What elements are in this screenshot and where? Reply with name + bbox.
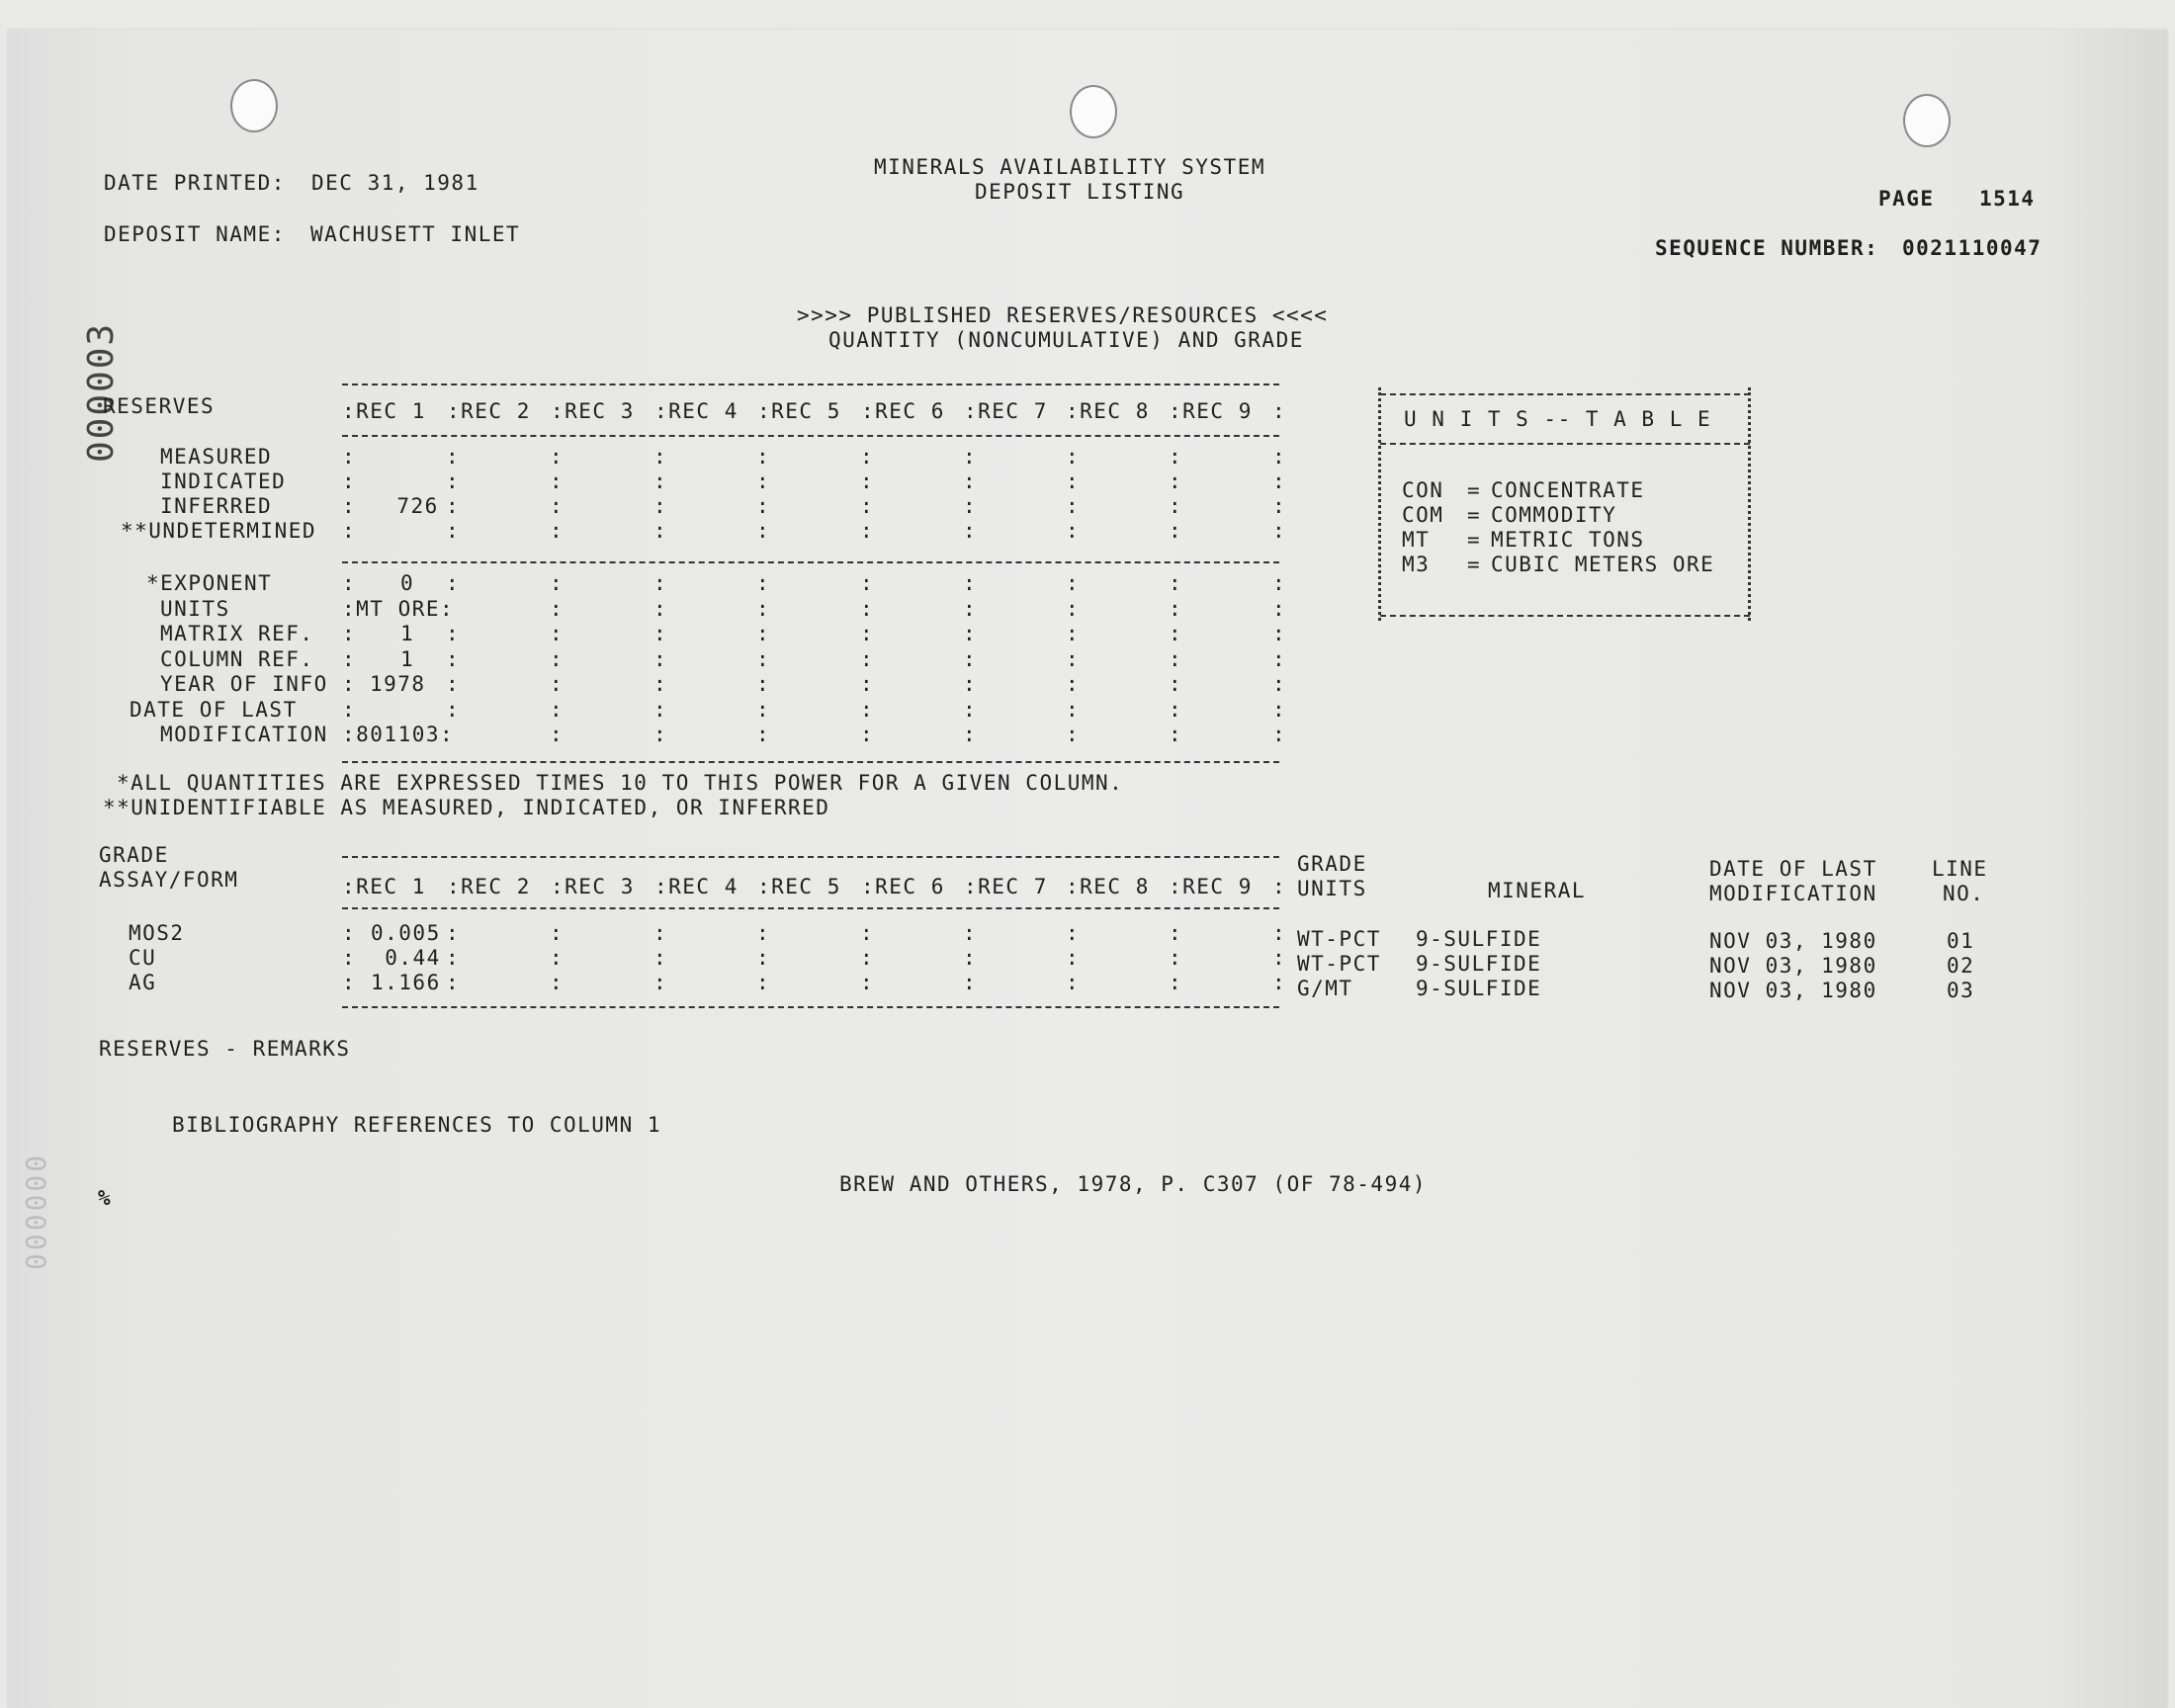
grade-header-rule (342, 907, 1279, 909)
meta-row-separator: : (756, 646, 771, 671)
meta-row-separator: : (1169, 571, 1183, 595)
meta-row-separator: : (1272, 622, 1287, 645)
meta-row-separator: : (860, 571, 875, 595)
grade-row-separator: : (653, 946, 668, 970)
grade-row-mineral: 9-SULFIDE (1416, 952, 1542, 976)
punch-hole-left (230, 79, 278, 132)
section-title: >>>> PUBLISHED RESERVES/RESOURCES <<<< (797, 303, 1329, 327)
unit-code: M3 (1402, 553, 1431, 576)
column-header-end-colon: : (1272, 875, 1287, 898)
reserve-row-separator: : (963, 445, 978, 469)
meta-row-value: 1 (400, 646, 415, 671)
units-table-left-edge (1378, 387, 1381, 621)
meta-row-label: UNITS (160, 596, 230, 621)
reserve-row-colon: : (342, 494, 357, 518)
meta-row-separator: : (756, 723, 771, 746)
reserve-row-rec1-colon: : (446, 470, 461, 493)
reserve-row-separator: : (653, 494, 668, 518)
grade-row-units: G/MT (1297, 977, 1353, 1000)
meta-row-separator: : (1272, 697, 1287, 722)
meta-row-separator: : (1169, 723, 1183, 746)
reserve-row-label: **UNDETERMINED (121, 519, 317, 543)
meta-row-rec1-colon: : (446, 697, 461, 722)
meta-row-separator: : (1272, 723, 1287, 746)
grade-row-separator: : (1169, 921, 1183, 945)
punch-hole-right (1903, 94, 1951, 147)
assay-form-heading: ASSAY/FORM (99, 868, 239, 892)
reserve-row-separator: : (550, 494, 565, 518)
column-header-1: :REC 1 (342, 875, 426, 898)
reserve-row-separator: : (1272, 470, 1287, 493)
meta-row-value: :801103: (342, 723, 455, 746)
meta-row-colon: : (342, 646, 357, 671)
reserve-row-colon: : (342, 470, 357, 493)
meta-row-separator: : (550, 622, 565, 645)
unit-meaning: CUBIC METERS ORE (1491, 553, 1715, 576)
grade-row-assay: AG (129, 971, 157, 994)
reserve-row-separator: : (1169, 494, 1183, 518)
reserve-row-separator: : (860, 470, 875, 493)
column-header-5: :REC 5 (757, 399, 841, 423)
grade-row-separator: : (653, 971, 668, 994)
column-header-3: :REC 3 (551, 875, 635, 898)
column-header-6: :REC 6 (861, 399, 945, 423)
grade-row-separator: : (963, 946, 978, 970)
meta-row-separator: : (653, 646, 668, 671)
meta-row-rec1-colon: : (446, 672, 461, 696)
grade-row-separator: : (1169, 946, 1183, 970)
meta-row-separator: : (860, 697, 875, 722)
grade-row-separator: : (756, 921, 771, 945)
reserve-row-colon: : (342, 519, 357, 543)
grade-row-separator: : (653, 921, 668, 945)
reserve-row-separator: : (963, 494, 978, 518)
meta-row-label: *EXPONENT (146, 571, 273, 595)
reserves-top-rule (342, 384, 1279, 385)
meta-row-separator: : (1169, 596, 1183, 621)
grade-row-separator: : (860, 946, 875, 970)
grade-row-separator: : (963, 971, 978, 994)
remarks-heading: RESERVES - REMARKS (99, 1037, 351, 1061)
meta-row-separator: : (963, 571, 978, 595)
column-header-3: :REC 3 (551, 399, 635, 423)
reserve-row-label: INDICATED (160, 470, 287, 493)
sequence-label: SEQUENCE NUMBER: (1655, 236, 1879, 260)
reserve-row-separator: : (1272, 519, 1287, 543)
meta-row-separator: : (653, 672, 668, 696)
meta-row-separator: : (1169, 622, 1183, 645)
unit-code: COM (1402, 503, 1444, 527)
end-mark: % (98, 1186, 113, 1210)
meta-row-separator: : (963, 697, 978, 722)
footnote-exponent: *ALL QUANTITIES ARE EXPRESSED TIMES 10 TO THIS POWER FOR A GIVEN COLUMN. (117, 771, 1124, 795)
meta-row-separator: : (963, 622, 978, 645)
meta-row-label: COLUMN REF. (160, 646, 314, 671)
grade-row-separator: : (860, 971, 875, 994)
meta-row-separator: : (1272, 571, 1287, 595)
meta-row-separator: : (756, 697, 771, 722)
reserve-row-rec1-colon: : (446, 494, 461, 518)
meta-row-colon: : (342, 622, 357, 645)
meta-row-separator: : (1272, 596, 1287, 621)
grade-row-colon: : (342, 971, 357, 994)
column-header-6: :REC 6 (861, 875, 945, 898)
reserve-row-separator: : (1272, 494, 1287, 518)
meta-row-separator: : (550, 571, 565, 595)
grade-row-separator: : (860, 921, 875, 945)
punch-hole-center (1070, 85, 1117, 138)
unit-code: CON (1402, 478, 1444, 502)
meta-row-value: 1 (400, 622, 415, 645)
meta-row-separator: : (1066, 672, 1081, 696)
column-header-8: :REC 8 (1066, 875, 1150, 898)
deposit-name-label: DEPOSIT NAME: (104, 222, 286, 246)
side-stamp-number: 000003 (81, 321, 122, 463)
grade-row-separator: : (1066, 971, 1081, 994)
reserve-row-separator: : (756, 445, 771, 469)
reserve-row-separator: : (963, 519, 978, 543)
grade-row-separator: : (1272, 921, 1287, 945)
grade-units-header-1: GRADE (1297, 852, 1367, 876)
unit-equals: = (1467, 478, 1482, 502)
reserves-bottom-rule (342, 761, 1279, 763)
grade-row-line-no: 01 (1947, 929, 1975, 953)
date-last-mod-header-1: DATE OF LAST (1709, 857, 1877, 881)
meta-row-separator: : (653, 723, 668, 746)
reserve-row-separator: : (756, 494, 771, 518)
grade-row-separator: : (1169, 971, 1183, 994)
unit-equals: = (1467, 553, 1482, 576)
units-table-top-rule (1380, 393, 1750, 395)
grade-row-colon: : (342, 921, 357, 945)
column-header-8: :REC 8 (1066, 399, 1150, 423)
meta-row-separator: : (963, 596, 978, 621)
column-header-5: :REC 5 (757, 875, 841, 898)
reserve-row-separator: : (1066, 519, 1081, 543)
meta-row-label: MODIFICATION (160, 723, 328, 746)
grade-row-colon: : (342, 946, 357, 970)
meta-row-separator: : (756, 596, 771, 621)
reserve-row-rec1-colon: : (446, 445, 461, 469)
meta-row-separator: : (550, 672, 565, 696)
units-table-header-rule (1380, 443, 1750, 445)
grade-row-units: WT-PCT (1297, 927, 1381, 951)
grade-row-separator: : (1066, 921, 1081, 945)
unit-equals: = (1467, 503, 1482, 527)
reserve-row-separator: : (550, 519, 565, 543)
grade-row-separator: : (1272, 946, 1287, 970)
sequence-number: 0021110047 (1902, 236, 2043, 260)
meta-row-separator: : (963, 672, 978, 696)
reserves-mid-rule (342, 561, 1279, 563)
column-header-9: :REC 9 (1169, 399, 1253, 423)
meta-row-separator: : (1066, 596, 1081, 621)
meta-row-separator: : (756, 622, 771, 645)
reserve-row-label: MEASURED (160, 445, 273, 469)
meta-row-separator: : (756, 672, 771, 696)
meta-row-value: 1978 (370, 672, 426, 696)
reserve-row-separator: : (653, 519, 668, 543)
meta-row-label: DATE OF LAST (130, 697, 298, 722)
meta-row-separator: : (860, 723, 875, 746)
reserves-heading: RESERVES (103, 394, 216, 418)
grade-heading: GRADE (99, 843, 169, 867)
meta-row-colon: : (342, 571, 357, 595)
grade-row-mineral: 9-SULFIDE (1416, 977, 1542, 1000)
grade-row-assay: CU (129, 946, 157, 970)
page-label: PAGE (1878, 187, 1935, 211)
reserve-row-separator: : (550, 445, 565, 469)
meta-row-value: :MT ORE: (342, 596, 455, 621)
grade-row-separator: : (550, 921, 565, 945)
reserve-row-separator: : (756, 470, 771, 493)
reserve-row-rec1-value: 726 (396, 494, 439, 518)
reserve-row-label: INFERRED (160, 494, 273, 518)
grade-row-rec1-value: 1.166 (371, 971, 441, 994)
reserve-row-separator: : (860, 494, 875, 518)
meta-row-rec1-colon: : (446, 646, 461, 671)
date-printed-label: DATE PRINTED: (104, 171, 286, 195)
unit-equals: = (1467, 528, 1482, 552)
meta-row-separator: : (1066, 646, 1081, 671)
reserve-row-separator: : (653, 445, 668, 469)
column-header-4: :REC 4 (654, 399, 739, 423)
grade-row-separator: : (963, 921, 978, 945)
meta-row-separator: : (1066, 622, 1081, 645)
unit-meaning: COMMODITY (1491, 503, 1617, 527)
meta-row-separator: : (550, 697, 565, 722)
meta-row-separator: : (963, 723, 978, 746)
grade-row-separator: : (756, 971, 771, 994)
reserve-row-separator: : (1272, 445, 1287, 469)
reserve-row-separator: : (653, 470, 668, 493)
grade-row-separator: : (1272, 971, 1287, 994)
meta-row-separator: : (1066, 723, 1081, 746)
meta-row-separator: : (653, 622, 668, 645)
reserve-row-separator: : (1066, 445, 1081, 469)
grade-row-rec1-colon: : (446, 946, 461, 970)
line-no-header-2: NO. (1943, 882, 1985, 905)
grade-row-separator: : (550, 971, 565, 994)
meta-row-separator: : (550, 596, 565, 621)
meta-row-label: YEAR OF INFO (160, 672, 328, 696)
unit-meaning: CONCENTRATE (1491, 478, 1645, 502)
grade-top-rule (342, 856, 1279, 858)
reserve-row-rec1-colon: : (446, 519, 461, 543)
meta-row-separator: : (550, 646, 565, 671)
meta-row-separator: : (860, 596, 875, 621)
meta-row-separator: : (653, 571, 668, 595)
meta-row-separator: : (1066, 571, 1081, 595)
reserve-row-separator: : (756, 519, 771, 543)
bibliography-heading: BIBLIOGRAPHY REFERENCES TO COLUMN 1 (172, 1113, 662, 1137)
units-table-right-edge (1748, 387, 1751, 621)
column-header-4: :REC 4 (654, 875, 739, 898)
meta-row-separator: : (1169, 672, 1183, 696)
grade-row-date: NOV 03, 1980 (1709, 954, 1877, 978)
grade-row-rec1-colon: : (446, 971, 461, 994)
footnote-undetermined: **UNIDENTIFIABLE AS MEASURED, INDICATED, OR INFERRED (103, 796, 830, 819)
reserve-row-separator: : (550, 470, 565, 493)
unit-meaning: METRIC TONS (1491, 528, 1645, 552)
reserve-row-colon: : (342, 445, 357, 469)
meta-row-separator: : (1066, 697, 1081, 722)
meta-row-separator: : (550, 723, 565, 746)
grade-row-date: NOV 03, 1980 (1709, 929, 1877, 953)
reserve-row-separator: : (1169, 445, 1183, 469)
meta-row-separator: : (860, 622, 875, 645)
column-header-7: :REC 7 (964, 875, 1048, 898)
grade-row-mineral: 9-SULFIDE (1416, 927, 1542, 951)
mineral-header: MINERAL (1488, 879, 1587, 902)
grade-row-rec1-colon: : (446, 921, 461, 945)
meta-row-separator: : (756, 571, 771, 595)
column-header-end-colon: : (1272, 399, 1287, 423)
meta-row-colon: : (342, 672, 357, 696)
reserve-row-separator: : (1066, 494, 1081, 518)
grade-row-separator: : (1066, 946, 1081, 970)
column-header-1: :REC 1 (342, 399, 426, 423)
section-subtitle: QUANTITY (NONCUMULATIVE) AND GRADE (828, 328, 1304, 352)
grade-row-rec1-value: 0.44 (385, 946, 441, 970)
meta-row-separator: : (860, 646, 875, 671)
side-stamp-faint: 000000 (20, 1152, 52, 1270)
reserve-row-separator: : (1169, 519, 1183, 543)
unit-code: MT (1402, 528, 1431, 552)
meta-row-value: 0 (400, 571, 415, 595)
reserve-row-separator: : (963, 470, 978, 493)
grade-row-line-no: 02 (1947, 954, 1975, 978)
meta-row-separator: : (1169, 646, 1183, 671)
grade-row-units: WT-PCT (1297, 952, 1381, 976)
grade-units-header-2: UNITS (1297, 877, 1367, 900)
meta-row-separator: : (1272, 646, 1287, 671)
units-table-title: U N I T S -- T A B L E (1404, 407, 1712, 431)
grade-row-separator: : (756, 946, 771, 970)
deposit-name-value: WACHUSETT INLET (310, 222, 521, 246)
meta-row-separator: : (963, 646, 978, 671)
meta-row-colon: : (342, 697, 357, 722)
meta-row-rec1-colon: : (446, 622, 461, 645)
reserves-header-rule (342, 435, 1279, 437)
reserve-row-separator: : (1169, 470, 1183, 493)
column-header-2: :REC 2 (447, 875, 531, 898)
column-header-7: :REC 7 (964, 399, 1048, 423)
meta-row-rec1-colon: : (446, 571, 461, 595)
grade-row-assay: MOS2 (129, 921, 185, 945)
meta-row-separator: : (1169, 697, 1183, 722)
grade-row-date: NOV 03, 1980 (1709, 979, 1877, 1002)
meta-row-separator: : (653, 596, 668, 621)
meta-row-label: MATRIX REF. (160, 622, 314, 645)
listing-title: DEPOSIT LISTING (975, 180, 1185, 204)
reserve-row-separator: : (860, 445, 875, 469)
meta-row-separator: : (1272, 672, 1287, 696)
date-last-mod-header-2: MODIFICATION (1709, 882, 1877, 905)
meta-row-separator: : (653, 697, 668, 722)
units-table-bottom-rule (1380, 615, 1750, 617)
reserve-row-separator: : (860, 519, 875, 543)
grade-row-rec1-value: 0.005 (371, 921, 441, 945)
grade-row-line-no: 03 (1947, 979, 1975, 1002)
system-title: MINERALS AVAILABILITY SYSTEM (874, 155, 1266, 179)
reserve-row-separator: : (1066, 470, 1081, 493)
column-header-2: :REC 2 (447, 399, 531, 423)
date-printed-value: DEC 31, 1981 (311, 171, 479, 195)
grade-bottom-rule (342, 1006, 1279, 1008)
line-no-header-1: LINE (1932, 857, 1988, 881)
bibliography-entry: BREW AND OTHERS, 1978, P. C307 (OF 78-494) (839, 1172, 1428, 1196)
grade-row-separator: : (550, 946, 565, 970)
meta-row-separator: : (860, 672, 875, 696)
page-number: 1514 (1979, 187, 2036, 211)
column-header-9: :REC 9 (1169, 875, 1253, 898)
